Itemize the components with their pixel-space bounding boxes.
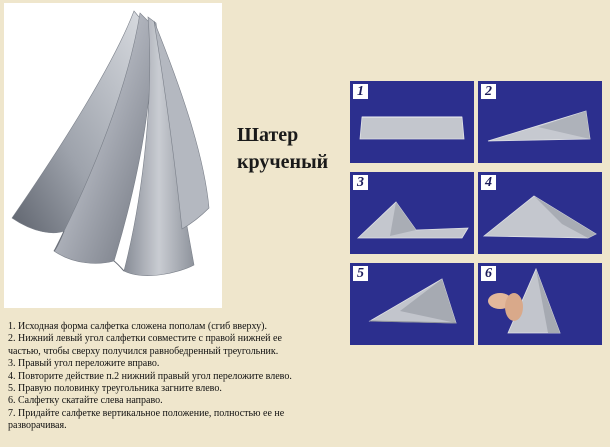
napkin-step-4-illustration (478, 172, 602, 254)
napkin-step-2-illustration (478, 81, 602, 163)
napkin-step-3-illustration (350, 172, 474, 254)
instruction-line: 1. Исходная форма салфетка сложена пополам (сгиб вверху). (8, 321, 267, 332)
napkin-step-6-illustration (478, 263, 602, 345)
napkin-step-5-illustration (350, 263, 474, 345)
title-line-1: Шатер (237, 124, 299, 146)
step-panel-6 (478, 263, 602, 345)
instruction-line: 5. Правую половинку треугольника загните влево. (8, 383, 222, 395)
folding-instructions (8, 321, 368, 433)
instruction-line: частью, чтобы сверху получился равнобедренный треугольник. (8, 345, 279, 357)
step-panel-5 (350, 263, 474, 345)
folding-steps-grid (347, 80, 602, 342)
step-number-badge: 6 (481, 266, 496, 281)
twisted-napkin-illustration (4, 3, 222, 308)
step-panel-4 (478, 172, 602, 254)
step-panel-1 (350, 81, 474, 163)
step-number-badge: 4 (481, 175, 496, 190)
page-title (237, 122, 352, 176)
instruction-line: 7. Придайте салфетке вертикальное положение, полностью ее не (8, 407, 285, 419)
step-number-badge: 3 (353, 175, 368, 190)
instruction-line: 4. Повторите действие п.2 нижний правый угол переложите влево. (8, 370, 292, 382)
napkin-step-1-illustration (350, 81, 474, 163)
step-number-badge: 5 (353, 266, 368, 281)
step-panel-2 (478, 81, 602, 163)
title-line-2: крученый (237, 151, 329, 173)
instruction-line: 2. Нижний левый угол салфетки совместите с правой нижней ее (8, 333, 282, 345)
instruction-line: 6. Салфетку скатайте слева направо. (8, 395, 163, 407)
step-number-badge: 1 (353, 84, 368, 99)
step-number-badge: 2 (481, 84, 496, 99)
instruction-line: 3. Правый угол переложите вправо. (8, 358, 160, 370)
finished-napkin-photo (4, 3, 222, 308)
step-panel-3 (350, 172, 474, 254)
instruction-line: разворачивая. (8, 420, 67, 432)
